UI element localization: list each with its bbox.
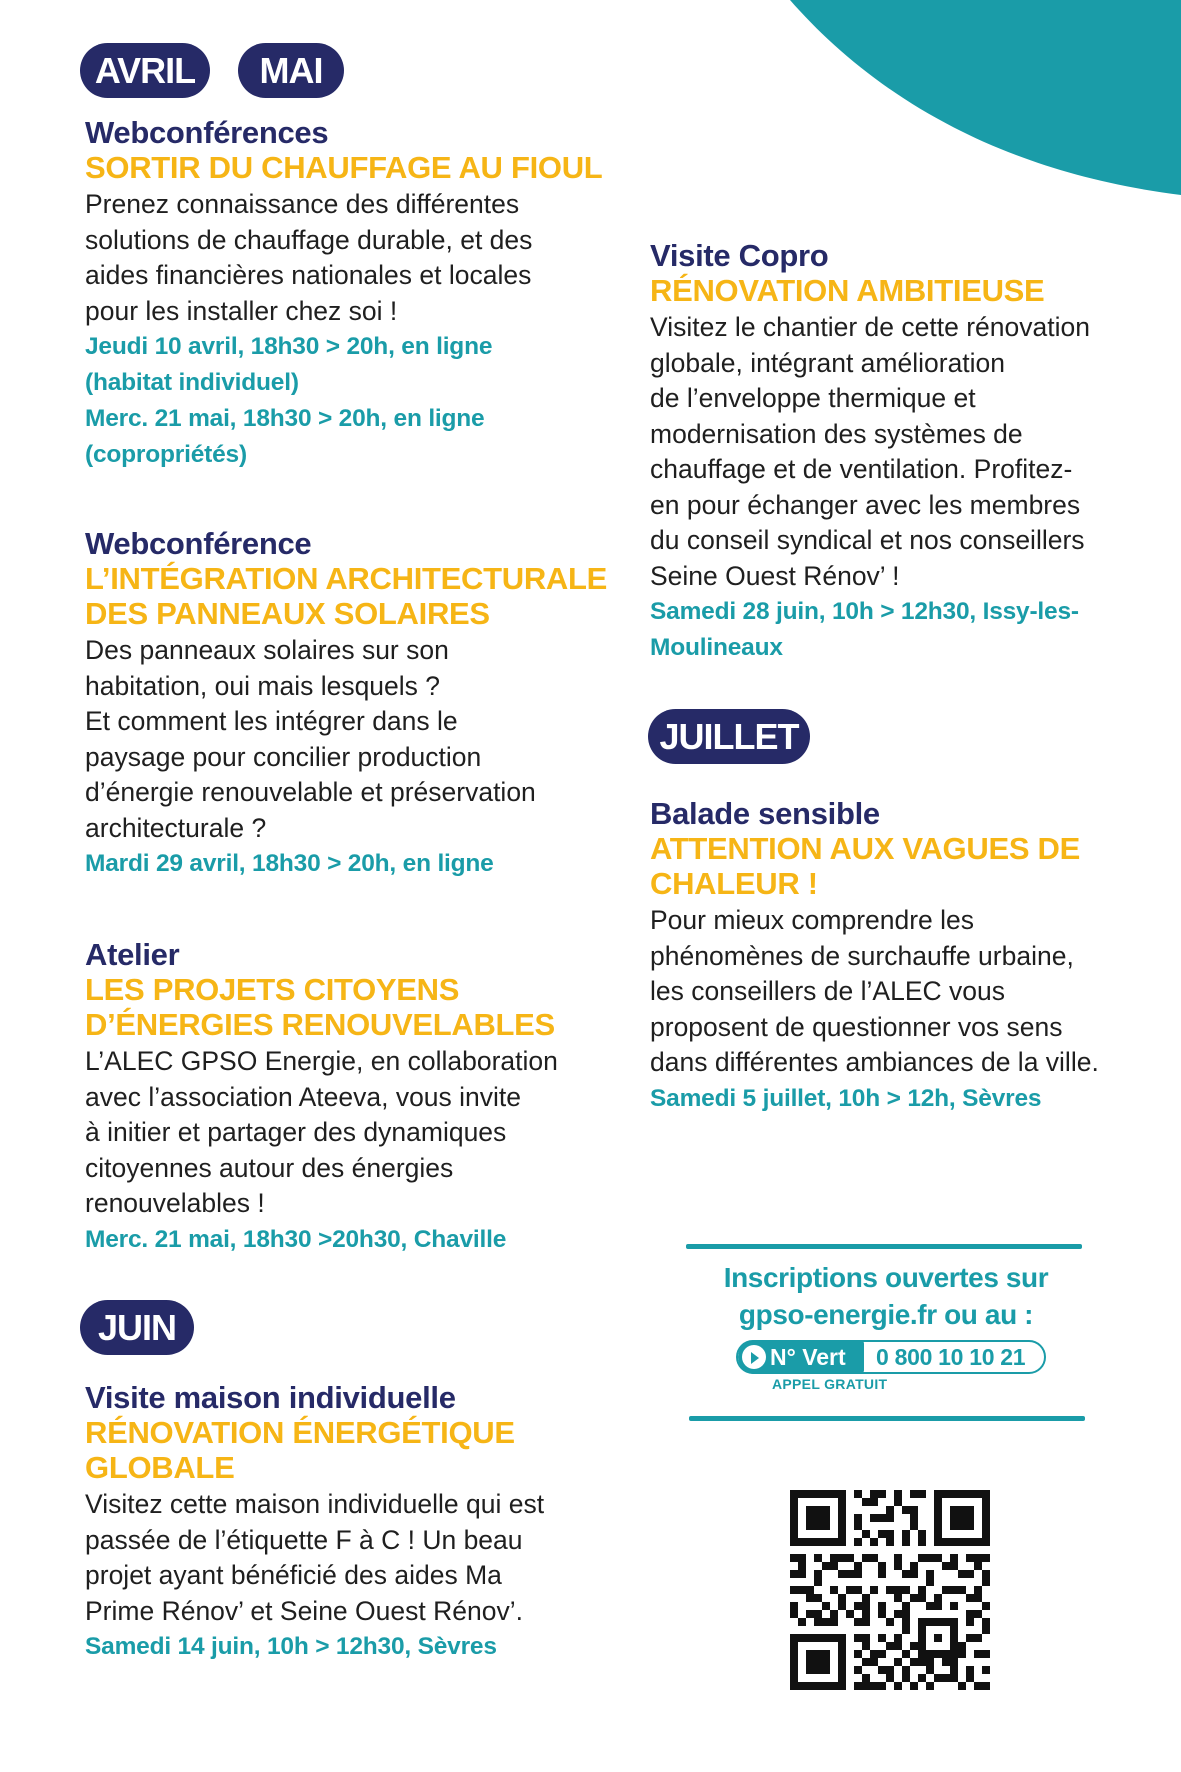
registration-info xyxy=(686,1238,1086,1424)
event-description: L’ALEC GPSO Energie, en collaboration avec l’association Ateeva, vous invite à initier et partager des dynamiques citoyennes autour des énergies renouvelables ! xyxy=(85,1046,558,1218)
event-description: Prenez connaissance des différentes solutions de chauffage durable, et des aides financières nationales et locales pour les installer chez soi ! xyxy=(85,189,533,326)
divider-top xyxy=(686,1244,1082,1249)
month-badge-juillet: JUILLET xyxy=(648,709,810,764)
event-kind: Webconférences xyxy=(85,115,329,150)
month-badge-avril: AVRIL xyxy=(80,43,210,98)
event-description: Pour mieux comprendre les phénomènes de surchauffe urbaine, les conseillers de l’ALEC vous proposent de questionner vos sens dans différentes ambiances de la ville. xyxy=(650,905,1099,1077)
event-title: RÉNOVATION AMBITIEUSE xyxy=(650,273,1045,308)
event-title: L’INTÉGRATION ARCHITECTURALE DES PANNEAUX SOLAIRES xyxy=(85,561,608,631)
event-kind: Webconférence xyxy=(85,526,312,561)
month-badge-mai: MAI xyxy=(238,43,344,98)
event-date: Samedi 28 juin, 10h > 12h30, Issy-les- Moulineaux xyxy=(650,598,1079,661)
event-date: Jeudi 10 avril, 18h30 > 20h, en ligne (habitat individuel) Merc. 21 mai, 18h30 > 20h, en ligne (copropriétés) xyxy=(85,333,493,468)
event-description: Visitez cette maison individuelle qui est passée de l’étiquette F à C ! Un beau projet ayant bénéficié des aides Ma Prime Rénov’ et Seine Ouest Rénov’. xyxy=(85,1489,545,1626)
event-kind: Balade sensible xyxy=(650,796,880,831)
event-panneaux-solaires xyxy=(85,526,645,882)
event-visite-copro xyxy=(650,238,1150,666)
phone-number[interactable]: 0 800 10 10 21 xyxy=(876,1344,1026,1370)
event-title: SORTIR DU CHAUFFAGE AU FIOUL xyxy=(85,150,603,185)
registration-text-line1: Inscriptions ouvertes sur xyxy=(723,1262,1049,1293)
event-date: Merc. 21 mai, 18h30 >20h30, Chaville xyxy=(85,1225,507,1253)
appel-gratuit-text: APPEL GRATUIT xyxy=(772,1376,888,1392)
event-date: Mardi 29 avril, 18h30 > 20h, en ligne xyxy=(85,850,494,877)
registration-text-line2: gpso-energie.fr ou au : xyxy=(738,1299,1034,1330)
event-fioul xyxy=(85,115,645,473)
event-kind: Visite maison individuelle xyxy=(85,1380,456,1415)
event-title: LES PROJETS CITOYENS D’ÉNERGIES RENOUVELABLES xyxy=(85,972,555,1042)
divider-bottom xyxy=(689,1416,1085,1421)
event-description: Visitez le chantier de cette rénovation globale, intégrant amélioration de l’enveloppe thermique et modernisation des systèmes de chauffage et de ventilation. Profitez- en pour échanger avec les membres du conseil syndical et nos conseillers Seine Ouest Rénov’ ! xyxy=(650,312,1090,591)
event-projets-citoyens xyxy=(85,937,645,1258)
event-kind: Visite Copro xyxy=(650,238,829,273)
month-badge-juin: JUIN xyxy=(80,1300,194,1355)
qr-code-icon[interactable] xyxy=(790,1490,990,1690)
event-title: ATTENTION AUX VAGUES DE CHALEUR ! xyxy=(650,831,1080,901)
event-kind: Atelier xyxy=(85,937,180,972)
event-description: Des panneaux solaires sur son habitation, oui mais lesquels ? Et comment les intégrer dans le paysage pour concilier production d’énergie renouvelable et préservation architecturale ? xyxy=(85,635,536,843)
numero-vert-label: N° Vert xyxy=(738,1340,864,1374)
event-maison-individuelle xyxy=(85,1380,645,1665)
event-date: Samedi 14 juin, 10h > 12h30, Sèvres xyxy=(85,1633,497,1660)
event-balade-sensible xyxy=(650,796,1150,1117)
event-title: RÉNOVATION ÉNERGÉTIQUE GLOBALE xyxy=(85,1415,515,1485)
play-arrow-icon xyxy=(742,1345,766,1369)
event-date: Samedi 5 juillet, 10h > 12h, Sèvres xyxy=(650,1084,1042,1112)
numero-vert-badge[interactable] xyxy=(736,1340,1046,1374)
